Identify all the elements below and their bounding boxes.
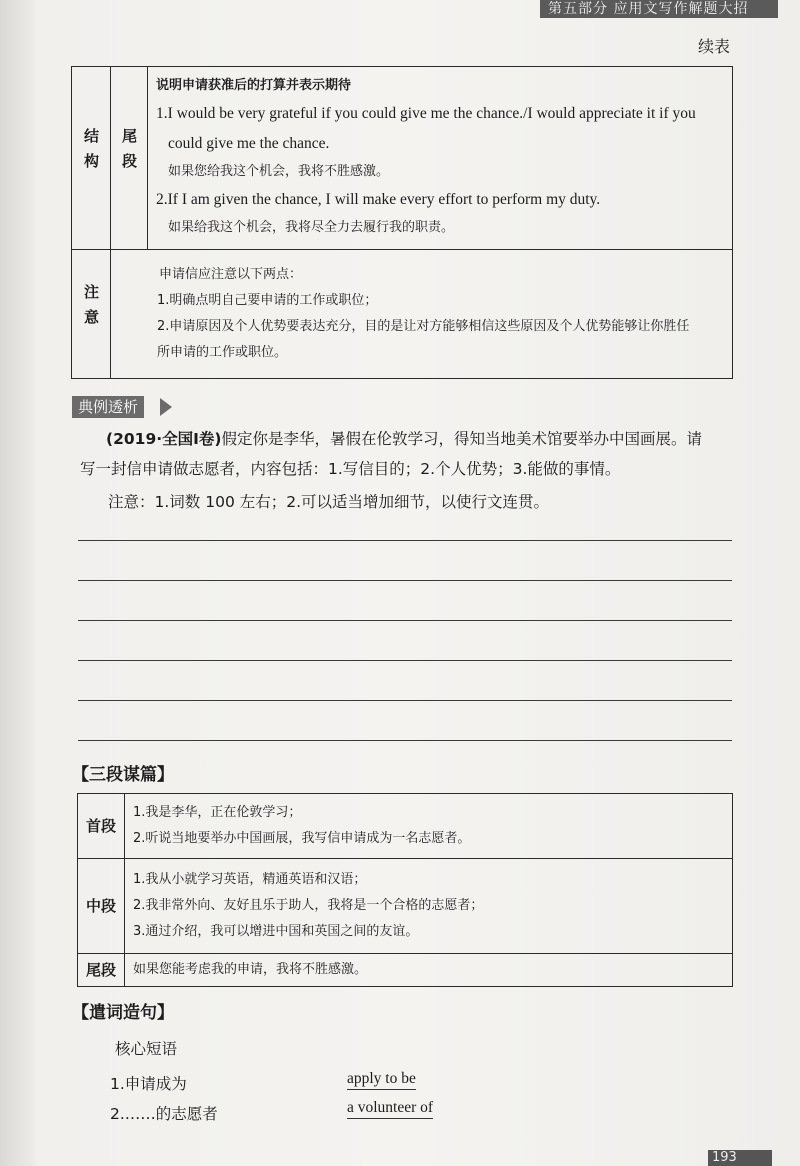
note-label [72,250,111,379]
page-number: 193 [708,1150,772,1166]
plan-section-title: 【三段谋篇】 [72,765,174,785]
writing-line [78,620,732,621]
writing-line [78,740,732,741]
plan-middle-line-1: 1.我从小就学习英语，精通英语和汉语； [133,872,367,887]
example-sentence-1b: could give me the chance. [168,135,330,152]
translation-2: 如果给我这个机会，我将尽全力去履行我的职责。 [168,220,455,235]
example-section-label: 典例透析 [72,396,144,418]
structure-sub-label [111,67,148,250]
closing-heading: 说明申请获准后的打算并表示期待 [156,78,352,93]
example-sentence-2: 2.If I am given the chance, I will make every effort to perform my duty. [156,191,601,208]
vocab-item-1-zh: 1.申请成为 [110,1075,187,1093]
vocab-item-2-en: a volunteer of [347,1099,433,1119]
prompt-line-1-text: 假定你是李华，暑假在伦敦学习，得知当地美术馆要举办中国画展。请 [221,430,702,448]
plan-cell-first [125,794,733,859]
note-cell [111,250,733,379]
note-item-2b: 所申请的工作或职位。 [157,345,288,360]
running-header: 第五部分 应用文写作解题大招 [540,0,778,18]
prompt-line-1 [106,424,702,454]
group-label-text: 结构 [82,128,100,178]
plan-cell-middle [125,859,733,954]
plan-middle-line-3: 3.通过介绍，我可以增进中国和英国之间的友谊。 [133,924,419,939]
vocab-item-2-zh: 2.……的志愿者 [110,1105,218,1123]
plan-label-last: 尾段 [78,954,125,987]
prompt-line-2: 写一封信申请做志愿者，内容包括：1.写信目的；2.个人优势；3.能做的事情。 [80,460,621,478]
vocab-item-1-en: apply to be [347,1070,416,1090]
writing-line [78,580,732,581]
continued-label: 续表 [697,37,730,56]
writing-line [78,660,732,661]
prompt-source: (2019·全国Ⅰ卷) [106,430,222,448]
plan-first-line-1: 1.我是李华，正在伦敦学习； [133,805,302,820]
structure-table [71,66,733,379]
note-intro: 申请信应注意以下两点： [159,267,303,282]
vocab-section-title: 【遣词造句】 [72,1003,174,1023]
structure-group-label [72,67,111,250]
plan-label-middle: 中段 [78,859,125,954]
note-label-text: 注意 [82,284,100,334]
plan-first-line-2: 2.听说当地要举办中国画展，我写信申请成为一名志愿者。 [133,831,471,846]
note-item-1: 1.明确点明自己要申请的工作或职位； [157,293,378,308]
sub-label-text: 尾段 [120,128,138,178]
closing-paragraph-cell [148,67,733,250]
plan-label-first: 首段 [78,794,125,859]
example-sentence-1a: 1.I would be very grateful if you could give me the chance./I would appreciate it if you [156,105,696,122]
vocab-subtitle: 核心短语 [115,1040,178,1058]
writing-line [78,540,732,541]
writing-line [78,700,732,701]
triangle-arrow-icon [160,398,172,416]
plan-cell-last [125,954,733,987]
plan-table [77,793,733,987]
note-item-2a: 2.申请原因及个人优势要表达充分，目的是让对方能够相信这些原因及个人优势能够让你胜任 [157,319,690,334]
translation-1: 如果您给我这个机会，我将不胜感激。 [168,164,390,179]
plan-middle-line-2: 2.我非常外向、友好且乐于助人，我将是一个合格的志愿者； [133,898,484,913]
prompt-notice: 注意：1.词数 100 左右；2.可以适当增加细节，以使行文连贯。 [108,493,550,511]
plan-last-line-1: 如果您能考虑我的申请，我将不胜感激。 [133,962,368,977]
